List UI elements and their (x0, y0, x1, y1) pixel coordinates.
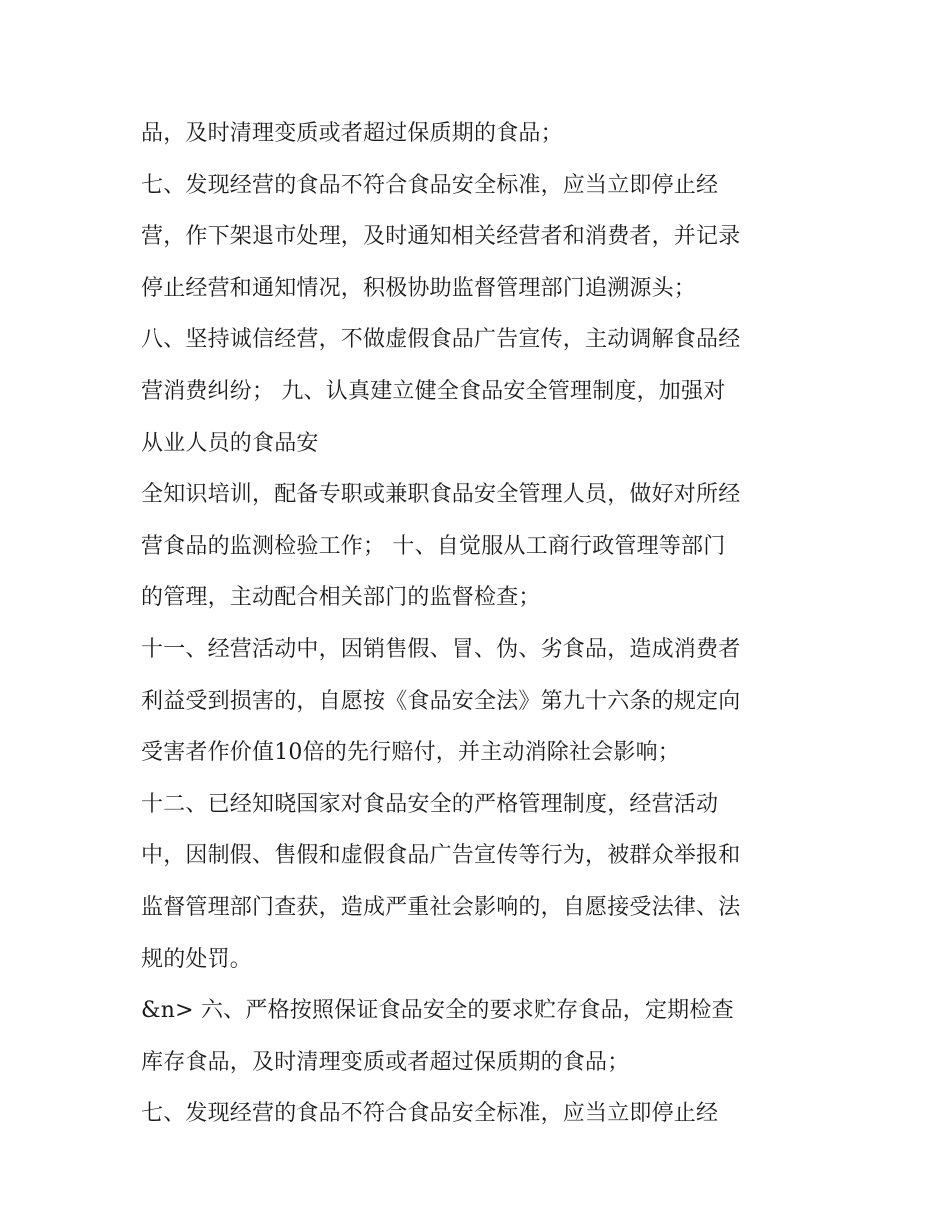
text-line: 的管理，主动配合相关部门的监督检查； (141, 585, 541, 611)
text-line: 监督管理部门查获，造成严重社会影响的，自愿接受法律、法 (141, 894, 741, 920)
text-line: 七、发现经营的食品不符合食品安全标准，应当立即停止经 (141, 1101, 719, 1127)
text-line: 利益受到损害的，自愿按《食品安全法》第九十六条的规定向 (141, 688, 741, 714)
text-line: 规的处罚。 (141, 946, 253, 972)
text-line: 八、坚持诚信经营，不做虚假食品广告宣传，主动调解食品经 (141, 327, 741, 353)
text-line: 十二、已经知晓国家对食品安全的严格管理制度，经营活动 (141, 791, 719, 817)
text-line: 营，作下架退市处理，及时通知相关经营者和消费者，并记录 (141, 224, 741, 250)
text-line: 七、发现经营的食品不符合食品安全标准，应当立即停止经 (141, 172, 719, 198)
text-line: &n> 六、严格按照保证食品安全的要求贮存食品，定期检查 (141, 998, 734, 1024)
text-line: 全知识培训，配备专职或兼职食品安全管理人员，做好对所经 (141, 482, 741, 508)
text-line: 营消费纠纷； 九、认真建立健全食品安全管理制度，加强对 (141, 378, 726, 404)
text-line: 品，及时清理变质或者超过保质期的食品； (141, 121, 563, 146)
text-line: 从业人员的食品安 (141, 430, 319, 456)
text-line: 库存食品，及时清理变质或者超过保质期的食品； (141, 1049, 630, 1075)
text-line: 停止经营和通知情况，积极协助监督管理部门追溯源头； (141, 275, 697, 301)
text-line: 受害者作价值10倍的先行赔付，并主动消除社会影响； (141, 740, 680, 766)
text-line: 十一、经营活动中，因销售假、冒、伪、劣食品，造成消费者 (141, 636, 741, 662)
text-line: 中，因制假、售假和虚假食品广告宣传等行为，被群众举报和 (141, 843, 741, 869)
document-body (141, 108, 821, 1140)
text-line: 营食品的监测检验工作； 十、自觉服从工商行政管理等部门 (141, 533, 726, 559)
